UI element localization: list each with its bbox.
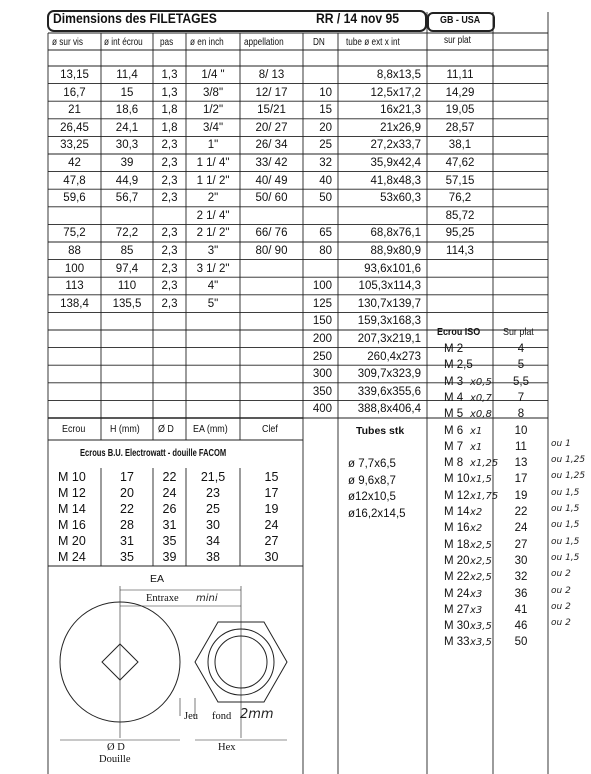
thread-cell: 2,3 <box>161 297 178 310</box>
thread-cell: 59,6 <box>63 192 86 205</box>
iso-thread: M 3 <box>444 375 464 388</box>
gb-usa-subtitle: sur plat <box>444 35 471 46</box>
ecrou-cell: 17 <box>264 486 279 500</box>
iso-pitch-note: x1,75 <box>470 490 499 502</box>
thread-cell: 388,8x406,4 <box>357 403 421 416</box>
col-header-4: appellation <box>244 37 284 48</box>
thread-cell: 21 <box>68 104 81 117</box>
thread-cell: 47,8 <box>63 174 86 187</box>
thread-cell: 16x21,3 <box>380 104 421 117</box>
thread-cell: 93,6x101,6 <box>364 262 421 275</box>
thread-cell: 21x26,9 <box>380 121 421 134</box>
thread-cell: 114,3 <box>446 245 474 257</box>
ecrous-subtitle: Ecrous B.U. Electrowatt - douille FACOM <box>80 447 227 459</box>
thread-cell: 300 <box>312 368 332 381</box>
margin-note: ou 1,5 <box>551 520 580 531</box>
thread-cell: 68,8x76,1 <box>370 227 421 240</box>
iso-thread: M 18 <box>444 538 470 551</box>
iso-thread: M 20 <box>444 554 470 567</box>
ecrou-cell: 39 <box>162 550 177 564</box>
col-header-1: ø int écrou <box>104 37 143 48</box>
iso-thread: M 10 <box>444 473 470 486</box>
tubes-header: Tubes stk <box>356 425 405 437</box>
iso-across-flats: 5 <box>517 359 525 372</box>
thread-cell: 4" <box>207 280 219 293</box>
margin-note: ou 1 <box>551 438 571 449</box>
thread-cell: 12/ 17 <box>255 86 288 99</box>
thread-cell: 56,7 <box>115 192 139 205</box>
iso-pitch-note: x2 <box>470 507 483 518</box>
thread-cell: 18,6 <box>115 104 139 117</box>
thread-cell: 309,7x323,9 <box>357 368 421 381</box>
ecrou-cell: 22 <box>120 502 134 516</box>
iso-across-flats: 36 <box>514 587 528 600</box>
ecrous-header-1: H (mm) <box>110 423 140 435</box>
ecrou-cell: 15 <box>264 470 279 484</box>
thread-cell: 14,29 <box>445 86 475 99</box>
thread-cell: 1/2" <box>202 104 224 117</box>
iso-pitch-note: x3,5 <box>470 621 492 633</box>
thread-cell: 138,4 <box>60 297 89 310</box>
iso-pitch-note: x1 <box>470 425 483 437</box>
thread-cell: 105,3x114,3 <box>358 280 421 293</box>
ecrou-cell: M 12 <box>58 486 86 500</box>
thread-cell: 1,8 <box>161 121 178 134</box>
margin-note: ou 1,5 <box>551 536 580 547</box>
margin-note: ou 1,5 <box>551 552 580 563</box>
thread-cell: 57,15 <box>445 174 475 187</box>
iso-across-flats: 8 <box>517 408 525 421</box>
thread-cell: 11,4 <box>116 69 138 81</box>
ecrou-cell: 24 <box>264 518 279 532</box>
ecrou-cell: 35 <box>162 534 177 548</box>
thread-cell: 35,9x42,4 <box>370 157 421 169</box>
thread-cell: 28,57 <box>445 121 475 134</box>
thread-cell: 85 <box>120 245 134 257</box>
ecrou-cell: 19 <box>264 502 279 516</box>
iso-across-flats: 10 <box>514 424 528 437</box>
thread-cell: 33/ 42 <box>255 157 288 169</box>
diagram-fond: fond <box>212 711 232 722</box>
iso-header-surplat: Sur plat <box>503 326 534 338</box>
thread-cell: 80/ 90 <box>255 245 288 257</box>
thread-cell: 30,3 <box>115 139 139 152</box>
ecrou-cell: 38 <box>206 550 220 564</box>
iso-thread: M 4 <box>444 391 464 404</box>
thread-cell: 5" <box>207 297 219 310</box>
iso-thread: M 14 <box>444 506 470 518</box>
margin-note: ou 1,25 <box>551 471 586 482</box>
thread-cell: 85,72 <box>445 209 475 222</box>
diagram-od: Ø D <box>107 742 125 753</box>
thread-cell: 2,3 <box>161 139 178 152</box>
ecrou-cell: 20 <box>120 486 134 500</box>
thread-cell: 8/ 13 <box>258 69 285 81</box>
iso-pitch-note: x3 <box>470 604 483 616</box>
thread-cell: 12,5x17,2 <box>370 86 421 99</box>
thread-cell: 40/ 49 <box>255 174 288 187</box>
ecrou-cell: 35 <box>120 550 134 564</box>
thread-cell: 2,3 <box>161 245 178 257</box>
thread-cell: 3/4" <box>202 121 224 134</box>
iso-across-flats: 11 <box>515 440 527 453</box>
thread-cell: 88,9x80,9 <box>370 245 421 257</box>
iso-thread: M 16 <box>444 522 470 535</box>
thread-cell: 13,15 <box>60 69 89 81</box>
thread-cell: 130,7x139,7 <box>357 297 421 310</box>
diagram-entraxe: Entraxe <box>146 593 179 604</box>
thread-cell: 25 <box>319 139 332 152</box>
iso-header-ecrou: Ecrou ISO <box>437 326 481 338</box>
diagram-douille: Douille <box>99 754 131 765</box>
iso-thread: M 2 <box>444 343 464 355</box>
ecrou-cell: M 20 <box>58 534 86 548</box>
ecrou-cell: 17 <box>120 470 134 484</box>
iso-thread: M 6 <box>444 424 464 437</box>
thread-cell: 26/ 34 <box>255 139 288 152</box>
thread-cell: 2,3 <box>161 227 178 240</box>
iso-thread: M 12 <box>444 489 470 502</box>
thread-cell: 2,3 <box>161 280 178 293</box>
col-header-3: ø en inch <box>190 37 224 48</box>
col-header-2: pas <box>160 37 174 48</box>
thread-cell: 26,45 <box>60 121 89 134</box>
margin-note: ou 2 <box>551 585 571 596</box>
iso-across-flats: 17 <box>514 473 528 486</box>
iso-thread: M 5 <box>444 408 464 421</box>
thread-cell: 1 1/ 4" <box>196 157 230 169</box>
iso-pitch-note: x2,5 <box>470 572 492 584</box>
thread-cell: 110 <box>117 280 137 293</box>
iso-thread: M 33 <box>444 636 470 649</box>
margin-note: ou 1,25 <box>551 455 586 466</box>
thread-cell: 15 <box>120 86 134 99</box>
iso-thread: M 2,5 <box>444 359 473 372</box>
thread-cell: 72,2 <box>115 227 139 240</box>
thread-cell: 260,4x273 <box>367 350 421 363</box>
iso-pitch-note: x2,5 <box>470 539 492 551</box>
iso-thread: M 7 <box>444 440 464 453</box>
diagram-2mm: 2mm <box>240 707 274 722</box>
ecrou-cell: 30 <box>264 550 279 564</box>
thread-cell: 75,2 <box>63 227 86 240</box>
thread-cell: 100 <box>64 262 85 275</box>
iso-pitch-note: x0,7 <box>470 392 492 404</box>
thread-cell: 8,8x13,5 <box>376 69 421 81</box>
iso-pitch-note: x3 <box>470 588 483 600</box>
ecrou-cell: 31 <box>120 534 134 548</box>
iso-thread: M 22 <box>444 571 470 584</box>
ecrou-cell: 28 <box>120 518 134 532</box>
thread-cell: 1,3 <box>161 69 178 81</box>
thread-cell: 2 1/ 4" <box>196 209 230 222</box>
thread-cell: 65 <box>319 227 332 240</box>
ecrous-header-3: EA (mm) <box>193 423 228 435</box>
ecrou-cell: 23 <box>206 486 220 500</box>
ecrou-cell: M 24 <box>58 550 86 564</box>
iso-pitch-note: x1 <box>470 441 483 453</box>
margin-note: ou 2 <box>551 618 571 629</box>
thread-cell: 44,9 <box>115 174 139 187</box>
thread-cell: 76,2 <box>448 192 472 205</box>
thread-cell: 20 <box>319 121 332 134</box>
thread-cell: 350 <box>312 385 332 398</box>
ecrou-cell: 26 <box>162 502 177 516</box>
ecrou-cell: M 16 <box>58 518 86 532</box>
iso-pitch-note: x0,5 <box>470 376 492 388</box>
iso-across-flats: 7 <box>517 391 525 404</box>
ecrou-cell: 21,5 <box>200 470 226 484</box>
page-reference: RR / 14 nov 95 <box>316 11 400 26</box>
tube-item: ø 9,6x8,7 <box>348 474 396 487</box>
iso-across-flats: 22 <box>514 506 528 518</box>
thread-cell: 3" <box>207 245 219 257</box>
ecrou-cell: M 14 <box>58 502 86 516</box>
thread-cell: 339,6x355,6 <box>357 385 421 398</box>
thread-cell: 80 <box>319 245 332 257</box>
thread-cell: 15/21 <box>257 104 286 117</box>
thread-cell: 2,3 <box>161 192 178 205</box>
thread-cell: 159,3x168,3 <box>357 315 421 328</box>
tube-item: ø16,2x14,5 <box>348 507 406 520</box>
thread-cell: 47,62 <box>445 157 475 169</box>
thread-cell: 42 <box>68 157 81 169</box>
iso-across-flats: 30 <box>514 554 528 567</box>
ecrous-header-0: Ecrou <box>62 423 86 435</box>
thread-cell: 39 <box>120 157 134 169</box>
iso-across-flats: 27 <box>514 538 528 551</box>
ecrous-header-4: Clef <box>262 423 278 435</box>
thread-cell: 95,25 <box>445 227 475 240</box>
thread-cell: 2 1/ 2" <box>196 227 230 240</box>
page-title: Dimensions des FILETAGES <box>53 11 217 26</box>
thread-cell: 66/ 76 <box>255 227 288 240</box>
thread-cell: 2,3 <box>161 174 178 187</box>
col-header-6: tube ø ext x int <box>346 37 400 48</box>
iso-pitch-note: x0,8 <box>470 409 492 421</box>
thread-cell: 2,3 <box>161 262 178 275</box>
iso-thread: M 8 <box>444 457 464 470</box>
thread-cell: 207,3x219,1 <box>357 333 421 345</box>
ecrous-header-2: Ø D <box>158 423 174 435</box>
thread-cell: 11,11 <box>446 69 474 81</box>
thread-cell: 200 <box>312 333 332 345</box>
thread-cell: 38,1 <box>448 139 472 152</box>
thread-cell: 1/4 " <box>201 69 225 81</box>
tube-item: ø 7,7x6,5 <box>348 458 396 470</box>
iso-thread: M 27 <box>444 603 470 616</box>
iso-across-flats: 41 <box>514 603 528 616</box>
col-header-5: DN <box>313 37 325 48</box>
margin-note: ou 1,5 <box>551 504 580 514</box>
thread-cell: 24,1 <box>115 121 139 134</box>
ecrou-cell: 34 <box>206 534 220 548</box>
diagram-ea: EA <box>150 573 165 585</box>
iso-across-flats: 19 <box>514 489 528 502</box>
col-header-0: ø sur vis <box>52 37 83 48</box>
thread-cell: 150 <box>312 315 332 328</box>
thread-cell: 1" <box>207 139 219 152</box>
thread-cell: 97,4 <box>115 262 139 275</box>
ecrou-cell: 27 <box>264 534 279 548</box>
iso-thread: M 24 <box>444 587 470 600</box>
diagram-jeu: Jeu <box>184 711 198 722</box>
thread-cell: 88 <box>68 245 81 257</box>
tube-item: ø12x10,5 <box>348 491 396 503</box>
thread-cell: 40 <box>319 174 332 187</box>
thread-cell: 27,2x33,7 <box>370 139 421 152</box>
iso-pitch-note: x1,5 <box>470 474 492 486</box>
diagram-hex: Hex <box>218 742 236 753</box>
iso-pitch-note: x2 <box>470 523 483 535</box>
gb-usa-title: GB - USA <box>440 14 481 26</box>
diagram-mini: mini <box>196 593 218 604</box>
thread-cell: 32 <box>319 157 332 169</box>
ecrou-cell: 31 <box>162 518 177 532</box>
thread-cell: 53x60,3 <box>380 192 421 205</box>
iso-across-flats: 46 <box>514 620 528 633</box>
thread-cell: 10 <box>319 86 332 99</box>
iso-across-flats: 13 <box>514 457 528 470</box>
ecrou-cell: M 10 <box>58 470 86 484</box>
thread-cell: 19,05 <box>445 104 475 117</box>
thread-cell: 250 <box>312 350 332 363</box>
margin-note: ou 1,5 <box>551 487 580 498</box>
iso-pitch-note: x3,5 <box>470 637 492 649</box>
thread-cell: 125 <box>312 297 332 310</box>
iso-across-flats: 5,5 <box>513 375 529 388</box>
thread-cell: 1,8 <box>161 104 178 117</box>
thread-cell: 1,3 <box>161 86 178 99</box>
iso-across-flats: 4 <box>517 343 525 355</box>
thread-cell: 100 <box>312 280 332 293</box>
thread-cell: 1 1/ 2" <box>196 174 230 187</box>
iso-across-flats: 24 <box>514 522 528 535</box>
iso-across-flats: 32 <box>514 571 528 584</box>
thread-cell: 135,5 <box>112 297 142 310</box>
margin-note: ou 2 <box>551 601 571 612</box>
iso-across-flats: 50 <box>514 636 528 649</box>
iso-pitch-note: x2,5 <box>470 555 492 567</box>
thread-cell: 33,25 <box>60 139 89 152</box>
ecrou-cell: 22 <box>162 470 177 484</box>
thread-cell: 20/ 27 <box>255 121 288 134</box>
thread-cell: 3/8" <box>202 86 224 99</box>
iso-pitch-note: x1,25 <box>470 458 499 470</box>
thread-cell: 400 <box>312 403 332 416</box>
thread-cell: 15 <box>319 104 332 117</box>
thread-cell: 2" <box>207 192 219 205</box>
margin-note: ou 2 <box>551 569 571 580</box>
ecrou-cell: 30 <box>206 518 220 532</box>
thread-cell: 16,7 <box>63 86 86 99</box>
thread-cell: 2,3 <box>161 157 178 169</box>
ecrou-cell: 25 <box>206 502 220 516</box>
iso-thread: M 30 <box>444 620 470 633</box>
thread-cell: 50/ 60 <box>255 192 288 205</box>
thread-cell: 3 1/ 2" <box>196 262 230 275</box>
thread-cell: 41,8x48,3 <box>370 174 421 187</box>
thread-cell: 113 <box>65 280 84 293</box>
ecrou-cell: 24 <box>162 486 177 500</box>
thread-cell: 50 <box>319 192 332 205</box>
